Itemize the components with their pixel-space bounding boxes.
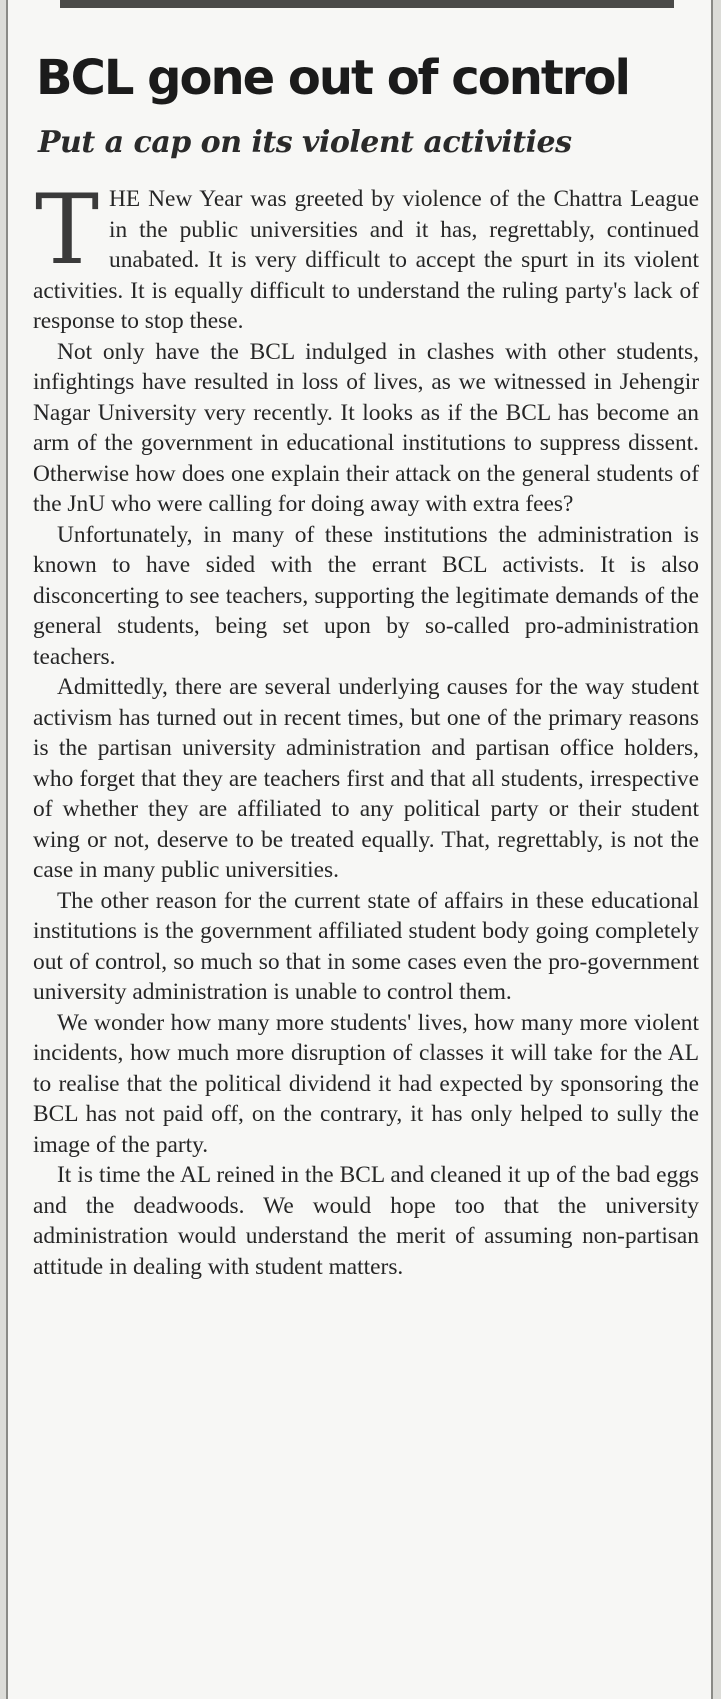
paragraph-1 [33, 174, 699, 337]
paragraph-3: Unfortunately, in many of these institutions the administration is known to have sided with the errant BCL activists. It is also disconcerting to see teachers, supporting the legitimate demands of the general students, being set upon by so-called pro-administration teachers. [33, 521, 699, 670]
paragraph-1-text: HE New Year was greeted by violence of the Chattra League in the public universities and it has, regrettably, continued unabated. It is very difficult to accept the spurt in its violent activities. It is equally difficult to understand the ruling party's lack of response to stop these. [33, 186, 699, 334]
drop-cap: T [35, 174, 100, 286]
paragraph-7: It is time the AL reined in the BCL and cleaned it up of the bad eggs and the deadwoods. We would hope too that the university administration would understand the merit of assuming non-partisan attitude in dealing with student matters. [33, 1162, 699, 1280]
paragraph-4: Admittedly, there are several underlying causes for the way student activism has turned out in recent times, but one of the primary reasons is the partisan university administration and partisan office holders, who forget that they are teachers first and that all students, irrespective of whether they are affiliated to any political party or their student wing or not, deserve to be treated equally. That, regrettably, is not the case in many public universities. [33, 674, 699, 883]
top-rule [60, 0, 674, 8]
paragraph-5: The other reason for the current state of affairs in these educational institutions is the government affiliated student body going completely out of control, so much so that in some cases even the pro-government university administration is unable to control them. [33, 887, 699, 1005]
headline: BCL gone out of control [36, 50, 629, 106]
article-body [33, 174, 699, 1282]
subheadline: Put a cap on its violent activities [38, 125, 572, 160]
newspaper-clipping [6, 0, 713, 1699]
paragraph-6: We wonder how many more students' lives, how many more violent incidents, how much more disruption of classes it will take for the AL to realise that the political dividend it had expected by sponsoring the BCL has not paid off, on the contrary, it has only helped to sully the image of the party. [33, 1009, 699, 1158]
paragraph-2: Not only have the BCL indulged in clashes with other students, infightings have resulted in loss of lives, as we witnessed in Jehengir Nagar University very recently. It looks as if the BCL has become an arm of the government in educational institutions to suppress dissent. Otherwise how does one explain their attack on the general students of the JnU who were calling for doing away with extra fees? [33, 338, 699, 517]
